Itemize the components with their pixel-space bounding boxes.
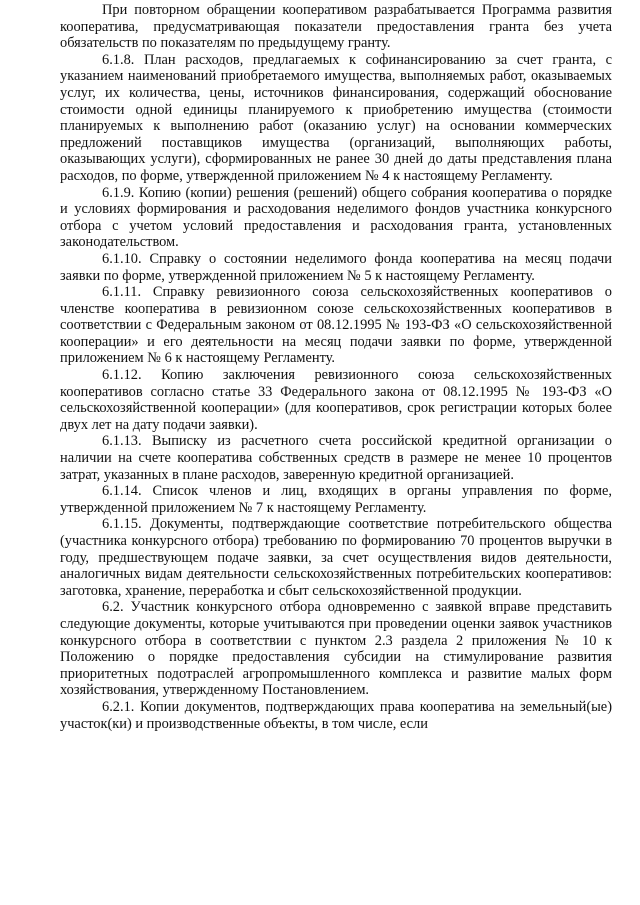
paragraph-6-1-11: 6.1.11. Справку ревизионного союза сельскохозяйственных кооперативов о членстве кооператива в ревизионном союзе сельскохозяйственных кооперативов в соответствии с Федеральным законом от 08.12.1995 № 193-ФЗ «О сельскохозяйственной кооперации» и его деятельности на месяц подачи заявки по форме, утвержденной приложением № 6 к настоящему Регламенту. — [60, 284, 612, 367]
paragraph-6-1-12: 6.1.12. Копию заключения ревизионного союза сельскохозяйственных кооперативов согласно статье 33 Федерального закона от 08.12.1995 № 193-ФЗ «О сельскохозяйственной кооперации» (для кооперативов, срок регистрации которых более двух лет на дату подачи заявки). — [60, 367, 612, 433]
paragraph-6-1-14: 6.1.14. Список членов и лиц, входящих в органы управления по форме, утвержденной приложением № 7 к настоящему Регламенту. — [60, 483, 612, 516]
paragraph-6-2-1: 6.2.1. Копии документов, подтверждающих права кооператива на земельный(ые) участок(ки) и производственные объекты, в том числе, если — [60, 698, 612, 732]
paragraph-program: При повторном обращении кооперативом разрабатывается Программа развития кооператива, предусматривающая показатели предоставления гранта без учета обязательств по показателям по предыдущему гранту. — [60, 2, 612, 52]
document-page — [60, 2, 612, 732]
paragraph-6-2: 6.2. Участник конкурсного отбора одновременно с заявкой вправе представить следующие документы, которые учитываются при проведении оценки заявок участников конкурсного отбора в соответствии с пунктом 2.3 раздела 2 приложения № 10 к Положению о порядке предоставления субсидии на стимулирование развития приоритетных подотраслей агропромышленного комплекса и развитие малых форм хозяйствования, утвержденному Постановлением. — [60, 599, 612, 699]
paragraph-6-1-10: 6.1.10. Справку о состоянии неделимого фонда кооператива на месяц подачи заявки по форме, утвержденной приложением № 5 к настоящему Регламенту. — [60, 250, 612, 284]
paragraph-6-1-15: 6.1.15. Документы, подтверждающие соответствие потребительского общества (участника конкурсного отбора) требованию по формированию 70 процентов выручки в году, предшествующем подаче заявки, за счет осуществления видов деятельности, аналогичных видам деятельности сельскохозяйственных потребительских кооперативов: заготовка, хранение, переработка и сбыт сельскохозяйственной продукции. — [60, 516, 612, 599]
paragraph-6-1-13: 6.1.13. Выписку из расчетного счета российской кредитной организации о наличии на счете кооператива собственных средств в размере не менее 10 процентов затрат, указанных в плане расходов, заверенную кредитной организацией. — [60, 433, 612, 483]
paragraph-6-1-9: 6.1.9. Копию (копии) решения (решений) общего собрания кооператива о порядке и условиях формирования и расходования неделимого фондов участника конкурсного отбора с учетом условий предоставления и расходования гранта, установленных законодательством. — [60, 184, 612, 251]
paragraph-6-1-8: 6.1.8. План расходов, предлагаемых к софинансированию за счет гранта, с указанием наименований приобретаемого имущества, выполняемых работ, оказываемых услуг, их количества, цены, источников финансирования, содержащий обоснование стоимости одной единицы планируемого к приобретению имущества (стоимости планируемых к выполнению работ (оказанию услуг) на основании коммерческих предложений поставщиков имущества (организаций, выполняющих работы, оказывающих услуги), сформированных не ранее 30 дней до даты представления плана расходов, по форме, утвержденной приложением № 4 к настоящему Регламенту. — [60, 51, 612, 184]
